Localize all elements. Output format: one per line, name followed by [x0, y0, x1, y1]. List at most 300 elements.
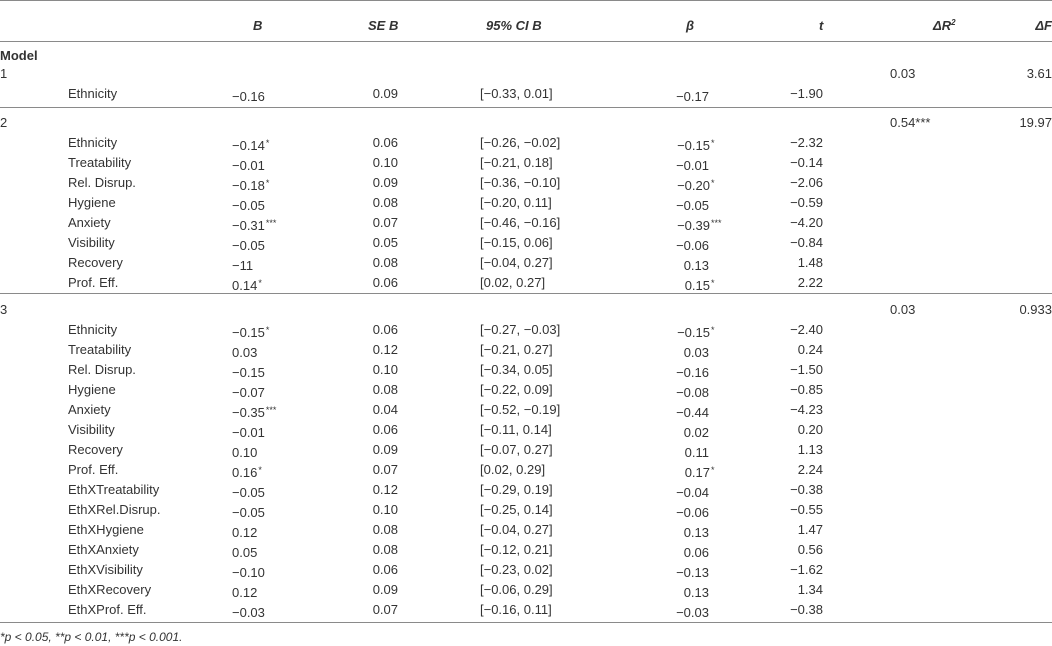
table-row — [0, 173, 1052, 193]
variable-name — [68, 500, 160, 520]
ci-value-value: [−0.15, 0.06] — [480, 235, 553, 250]
variable-name — [68, 360, 136, 380]
beta-value-value: −0.20 — [677, 178, 710, 193]
beta-value-value: −0.44 — [676, 405, 709, 420]
t-value-value: 0.20 — [797, 422, 823, 437]
se-b-value-value: 0.10 — [372, 155, 398, 170]
t-value-value: −1.62 — [790, 562, 823, 577]
beta-value-value: −0.15 — [677, 325, 710, 340]
se-b-value — [373, 500, 398, 520]
se-b-value-value: 0.08 — [372, 255, 398, 270]
t-value — [790, 153, 823, 173]
table-row — [0, 340, 1052, 360]
delta-f-value-value: 19.97 — [1019, 115, 1052, 130]
ci-value-value: [−0.06, 0.29] — [480, 582, 553, 597]
top-rule — [0, 0, 1052, 1]
ci-value-value: [−0.26, −0.02] — [480, 135, 561, 150]
variable-name — [68, 600, 147, 620]
ci-value-value: [−0.23, 0.02] — [480, 562, 553, 577]
t-value — [790, 360, 823, 380]
variable-name — [68, 253, 123, 273]
beta-significance: * — [711, 278, 715, 288]
beta-value-value: 0.03 — [683, 345, 709, 360]
ci-value-value: [−0.11, 0.14] — [480, 422, 552, 437]
b-value-value: −0.05 — [232, 238, 265, 253]
variable-name-value: Prof. Eff. — [68, 462, 119, 477]
se-b-value — [373, 213, 398, 233]
t-value — [798, 253, 823, 273]
se-b-value-value: 0.09 — [372, 86, 398, 101]
t-value-value: −1.90 — [790, 86, 823, 101]
delta-f-value-value: 0.933 — [1019, 302, 1052, 317]
ci-value-value: [−0.12, 0.21] — [480, 542, 553, 557]
b-significance: * — [265, 178, 270, 188]
variable-name-value: Visibility — [68, 422, 115, 437]
t-value — [790, 213, 823, 233]
beta-value-value: −0.08 — [676, 385, 709, 400]
t-value-value: −4.20 — [790, 215, 823, 230]
se-b-value — [373, 133, 398, 153]
variable-name-value: Hygiene — [68, 195, 116, 210]
t-value-value: −0.38 — [790, 602, 823, 617]
beta-value-value: −0.01 — [676, 158, 709, 173]
ci-value — [480, 133, 560, 153]
table-row — [0, 540, 1052, 560]
se-b-value — [373, 253, 398, 273]
bottom-rule — [0, 622, 1052, 623]
variable-name-value: Ethnicity — [68, 322, 118, 337]
se-b-value-value: 0.10 — [372, 502, 398, 517]
variable-name-value: EthXHygiene — [68, 522, 144, 537]
table-row — [0, 193, 1052, 213]
ci-value — [480, 420, 552, 440]
model-divider-rule — [0, 107, 1052, 108]
table-row — [0, 560, 1052, 580]
ci-value — [480, 480, 553, 500]
header-ci: 95% CI B — [486, 18, 542, 33]
se-b-value-value: 0.06 — [372, 422, 398, 437]
ci-value — [480, 84, 553, 104]
se-b-value-value: 0.04 — [372, 402, 398, 417]
b-value-value: −11 — [232, 258, 254, 273]
table-row — [0, 420, 1052, 440]
delta-f-value — [1019, 113, 1052, 133]
delta-r2-value — [890, 300, 915, 320]
ci-value-value: [−0.22, 0.09] — [480, 382, 553, 397]
ci-value-value: [−0.36, −0.10] — [480, 175, 561, 190]
ci-value — [480, 253, 553, 273]
variable-name-value: Treatability — [68, 342, 132, 357]
t-value-value: −1.50 — [790, 362, 823, 377]
b-value-value: 0.10 — [232, 445, 258, 460]
t-value — [790, 600, 823, 620]
variable-name-value: EthXRecovery — [68, 582, 152, 597]
se-b-value-value: 0.09 — [372, 582, 398, 597]
beta-value-value: −0.05 — [676, 198, 709, 213]
se-b-value — [373, 153, 398, 173]
t-value — [790, 84, 823, 104]
b-value-value: −0.15 — [232, 365, 265, 380]
variable-name — [68, 400, 111, 420]
beta-significance: * — [711, 325, 715, 335]
beta-value-value: 0.13 — [683, 525, 709, 540]
t-value-value: −4.23 — [790, 402, 823, 417]
delta-r2-value — [890, 64, 915, 84]
b-significance: * — [258, 465, 262, 475]
variable-name — [68, 380, 116, 400]
variable-name — [68, 560, 143, 580]
ci-value — [480, 380, 553, 400]
beta-value-value: −0.15 — [677, 138, 710, 153]
variable-name-value: EthXVisibility — [68, 562, 143, 577]
t-value-value: 1.47 — [797, 522, 823, 537]
t-value — [790, 400, 823, 420]
beta-value-value: 0.17 — [684, 465, 710, 480]
ci-value-value: [−0.52, −0.19] — [480, 402, 561, 417]
b-value-value: −0.01 — [232, 425, 265, 440]
b-value-value: −0.05 — [232, 485, 265, 500]
header-t: t — [819, 18, 824, 33]
b-value-value: −0.10 — [232, 565, 265, 580]
variable-name-value: Recovery — [68, 442, 123, 457]
b-significance: * — [265, 138, 270, 148]
t-value-value: −0.84 — [790, 235, 823, 250]
delta-f-value — [1019, 300, 1052, 320]
se-b-value — [373, 420, 398, 440]
variable-name-value: Anxiety — [68, 402, 111, 417]
header-row — [0, 16, 1052, 36]
b-value-value: −0.18 — [232, 178, 265, 193]
se-b-value — [373, 520, 398, 540]
ci-value-value: [0.02, 0.27] — [480, 275, 546, 290]
b-significance: * — [258, 278, 262, 288]
beta-significance: * — [711, 138, 715, 148]
model-number — [0, 300, 7, 320]
variable-name — [68, 340, 131, 360]
t-value — [790, 320, 823, 340]
se-b-value — [373, 233, 398, 253]
b-value-value: −0.15 — [232, 325, 265, 340]
t-value — [798, 340, 823, 360]
beta-value-value: −0.16 — [676, 365, 709, 380]
t-value — [798, 273, 823, 293]
se-b-value — [373, 193, 398, 213]
table-row — [0, 600, 1052, 620]
table-row — [0, 440, 1052, 460]
ci-value-value: [−0.46, −0.16] — [480, 215, 561, 230]
ci-value-value: [−0.16, 0.11] — [480, 602, 552, 617]
se-b-value — [373, 460, 398, 480]
variable-name — [68, 520, 144, 540]
variable-name — [68, 580, 151, 600]
variable-name — [68, 460, 118, 480]
beta-value — [676, 600, 710, 623]
model-header-row — [0, 64, 1052, 84]
se-b-value-value: 0.06 — [372, 135, 398, 150]
se-b-value — [373, 173, 398, 193]
table-row — [0, 233, 1052, 253]
header-rule — [0, 41, 1052, 42]
t-value-value: 0.56 — [797, 542, 823, 557]
b-value-value: −0.05 — [232, 505, 265, 520]
se-b-value-value: 0.10 — [372, 362, 398, 377]
se-b-value-value: 0.09 — [372, 175, 398, 190]
delta-r2-value-value: 0.03 — [890, 302, 916, 317]
t-value — [798, 420, 823, 440]
ci-value — [480, 600, 552, 620]
ci-value — [480, 320, 560, 340]
se-b-value-value: 0.12 — [372, 342, 398, 357]
variable-name-value: Recovery — [68, 255, 123, 270]
variable-name — [68, 320, 117, 340]
ci-value — [480, 340, 553, 360]
beta-significance: *** — [711, 218, 722, 228]
t-value — [790, 133, 823, 153]
variable-name-value: Visibility — [68, 235, 115, 250]
table-row — [0, 320, 1052, 340]
variable-name — [68, 153, 131, 173]
se-b-value-value: 0.05 — [372, 235, 398, 250]
t-value-value: 2.24 — [797, 462, 823, 477]
beta-significance: * — [711, 178, 715, 188]
ci-value — [480, 560, 553, 580]
variable-name-value: Anxiety — [68, 215, 111, 230]
table-row — [0, 480, 1052, 500]
se-b-value — [373, 600, 398, 620]
se-b-value — [373, 360, 398, 380]
model-label-row — [0, 46, 1052, 66]
variable-name — [68, 540, 139, 560]
b-value-value: −0.14 — [232, 138, 265, 153]
ci-value-value: [−0.29, 0.19] — [480, 482, 553, 497]
model-number — [0, 113, 7, 133]
se-b-value-value: 0.06 — [372, 275, 398, 290]
ci-value — [480, 213, 560, 233]
se-b-value — [373, 580, 398, 600]
t-value — [790, 233, 823, 253]
header-b: B — [253, 18, 263, 33]
t-value — [798, 440, 823, 460]
header-se-b: SE B — [368, 18, 399, 33]
se-b-value-value: 0.07 — [372, 215, 398, 230]
header-delta-r2: $\Delta R^2$ — [933, 18, 956, 33]
se-b-value-value: 0.08 — [372, 542, 398, 557]
model-number — [0, 64, 7, 84]
table-row — [0, 580, 1052, 600]
ci-value — [480, 153, 553, 173]
model-label: Model — [0, 48, 38, 63]
b-value — [232, 600, 266, 623]
t-value-value: −0.38 — [790, 482, 823, 497]
table-row — [0, 84, 1052, 104]
se-b-value-value: 0.08 — [372, 522, 398, 537]
variable-name — [68, 193, 116, 213]
delta-r2-value-value: 0.03 — [890, 66, 916, 81]
t-value-value: −0.14 — [790, 155, 823, 170]
ci-value-value: [−0.04, 0.27] — [480, 255, 553, 270]
ci-value — [480, 360, 553, 380]
beta-value-value: −0.13 — [676, 565, 709, 580]
table-row — [0, 380, 1052, 400]
b-value-value: −0.31 — [232, 218, 265, 233]
b-significance: *** — [265, 405, 277, 415]
variable-name-value: Ethnicity — [68, 135, 118, 150]
variable-name-value: EthXRel.Disrup. — [68, 502, 161, 517]
table-row — [0, 253, 1052, 273]
ci-value — [480, 500, 553, 520]
model-number-value: 2 — [0, 115, 8, 130]
b-value-value: −0.07 — [232, 385, 265, 400]
variable-name — [68, 420, 115, 440]
t-value-value: −2.40 — [790, 322, 823, 337]
model-header-row — [0, 113, 1052, 133]
b-value-value: −0.03 — [232, 605, 265, 620]
variable-name — [68, 480, 159, 500]
t-value-value: −0.59 — [790, 195, 823, 210]
se-b-value — [373, 540, 398, 560]
se-b-value-value: 0.06 — [372, 322, 398, 337]
ci-value — [480, 460, 545, 480]
se-b-value-value: 0.08 — [372, 382, 398, 397]
b-value-value: 0.12 — [232, 525, 258, 540]
b-value — [232, 84, 266, 107]
model-number-value: 3 — [0, 302, 8, 317]
t-value-value: 2.22 — [797, 275, 823, 290]
table-row — [0, 460, 1052, 480]
t-value — [798, 580, 823, 600]
model-number-value: 1 — [0, 66, 8, 81]
variable-name-value: EthXTreatability — [68, 482, 160, 497]
b-value-value: −0.05 — [232, 198, 265, 213]
ci-value — [480, 193, 552, 213]
delta-r2-value-value: 0.54*** — [890, 115, 931, 130]
t-value-value: 1.34 — [797, 582, 823, 597]
beta-value-value: 0.13 — [683, 585, 709, 600]
ci-value — [480, 273, 545, 293]
se-b-value-value: 0.08 — [372, 195, 398, 210]
b-value-value: −0.01 — [232, 158, 265, 173]
se-b-value — [373, 273, 398, 293]
ci-value-value: [−0.04, 0.27] — [480, 522, 553, 537]
table-row — [0, 520, 1052, 540]
se-b-value — [373, 560, 398, 580]
b-value-value: −0.35 — [232, 405, 265, 420]
model-divider-rule — [0, 293, 1052, 294]
table-row — [0, 360, 1052, 380]
t-value-value: −2.32 — [790, 135, 823, 150]
table-row — [0, 400, 1052, 420]
se-b-value-value: 0.07 — [372, 602, 398, 617]
variable-name — [68, 84, 117, 104]
beta-value-value: 0.02 — [683, 425, 709, 440]
variable-name-value: Hygiene — [68, 382, 116, 397]
se-b-value — [373, 440, 398, 460]
variable-name-value: Prof. Eff. — [68, 275, 119, 290]
se-b-value-value: 0.07 — [372, 462, 398, 477]
table-row — [0, 133, 1052, 153]
t-value — [790, 560, 823, 580]
variable-name-value: Rel. Disrup. — [68, 362, 136, 377]
b-significance: *** — [265, 218, 277, 228]
b-value-value: −0.16 — [232, 89, 265, 104]
table-row — [0, 153, 1052, 173]
beta-value-value: 0.06 — [683, 545, 709, 560]
se-b-value — [373, 320, 398, 340]
b-significance: * — [265, 325, 270, 335]
ci-value — [480, 580, 553, 600]
model-header-row — [0, 300, 1052, 320]
beta-value-value: −0.06 — [676, 238, 709, 253]
se-b-value-value: 0.06 — [372, 562, 398, 577]
variable-name — [68, 233, 115, 253]
ci-value-value: [−0.07, 0.27] — [480, 442, 553, 457]
ci-value-value: [−0.33, 0.01] — [480, 86, 553, 101]
ci-value-value: [−0.25, 0.14] — [480, 502, 553, 517]
t-value-value: −0.55 — [790, 502, 823, 517]
se-b-value — [373, 84, 398, 104]
ci-value — [480, 540, 553, 560]
table-row — [0, 273, 1052, 293]
ci-value — [480, 233, 553, 253]
table-row — [0, 500, 1052, 520]
variable-name — [68, 273, 118, 293]
t-value-value: −0.85 — [790, 382, 823, 397]
se-b-value — [373, 480, 398, 500]
t-value — [798, 460, 823, 480]
t-value — [790, 380, 823, 400]
beta-value-value: −0.39 — [677, 218, 710, 233]
b-value-value: 0.14 — [232, 278, 258, 293]
t-value — [790, 480, 823, 500]
header-beta: β — [686, 18, 695, 33]
variable-name — [68, 440, 123, 460]
ci-value-value: [−0.21, 0.18] — [480, 155, 553, 170]
b-value-value: 0.16 — [232, 465, 258, 480]
se-b-value — [373, 380, 398, 400]
t-value-value: −2.06 — [790, 175, 823, 190]
b-value-value: 0.05 — [232, 545, 258, 560]
variable-name — [68, 213, 111, 233]
t-value — [798, 520, 823, 540]
ci-value — [480, 400, 560, 420]
ci-value — [480, 173, 560, 193]
t-value — [790, 500, 823, 520]
t-value-value: 1.13 — [797, 442, 823, 457]
beta-value-value: −0.04 — [676, 485, 709, 500]
se-b-value — [373, 400, 398, 420]
variable-name-value: EthXProf. Eff. — [68, 602, 147, 617]
table-row — [0, 213, 1052, 233]
t-value — [790, 173, 823, 193]
delta-f-value — [1027, 64, 1052, 84]
t-value-value: 1.48 — [797, 255, 823, 270]
ci-value-value: [−0.21, 0.27] — [480, 342, 553, 357]
variable-name-value: Rel. Disrup. — [68, 175, 136, 190]
b-value-value: 0.03 — [232, 345, 258, 360]
ci-value-value: [−0.34, 0.05] — [480, 362, 553, 377]
beta-value-value: −0.03 — [676, 605, 709, 620]
se-b-value-value: 0.09 — [372, 442, 398, 457]
t-value — [790, 193, 823, 213]
ci-value — [480, 520, 553, 540]
beta-value-value: −0.06 — [676, 505, 709, 520]
delta-f-value-value: 3.61 — [1026, 66, 1052, 81]
ci-value-value: [−0.20, 0.11] — [480, 195, 552, 210]
b-value-value: 0.12 — [232, 585, 258, 600]
footnote: *p < 0.05, **p < 0.01, ***p < 0.001. — [0, 630, 183, 644]
variable-name-value: Treatability — [68, 155, 132, 170]
beta-value-value: 0.11 — [684, 445, 709, 460]
